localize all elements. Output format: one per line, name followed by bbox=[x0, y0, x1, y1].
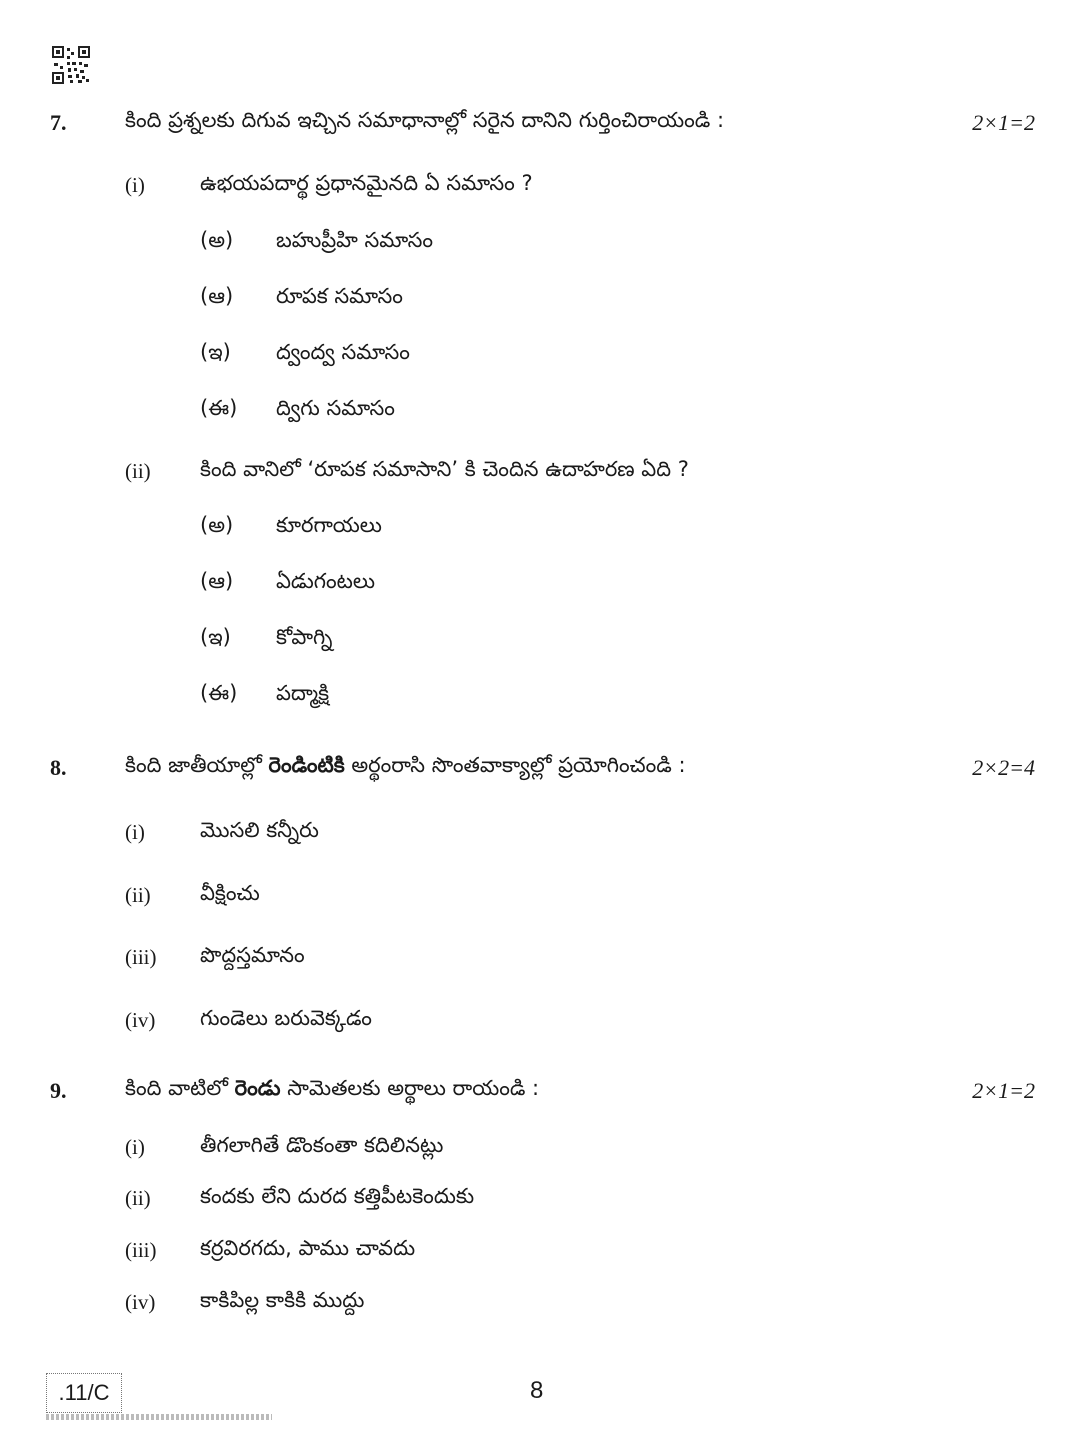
question-8-text bbox=[125, 753, 686, 783]
paper-code: .11/C bbox=[46, 1373, 122, 1413]
question-9-text-start: కింది వాటిలో bbox=[125, 1076, 235, 1100]
q8-item-iii-label: (iii) bbox=[125, 945, 157, 969]
q7-i-option-c-label: (ఇ) bbox=[200, 340, 231, 364]
q7-i-option-a-text: బహుప్రీహి సమాసం bbox=[276, 228, 433, 252]
q7-i-option-c-text: ద్వంద్వ సమాసం bbox=[276, 340, 410, 364]
q9-item-iv-text: కాకిపిల్ల కాకికి ముద్దు bbox=[200, 1288, 365, 1312]
q9-item-ii-text: కందకు లేని దురద కత్తిపీటకెందుకు bbox=[200, 1184, 475, 1208]
question-8-text-end: అర్థంరాసి సొంతవాక్యాల్లో ప్రయోగించండి : bbox=[344, 753, 686, 777]
q7-ii-option-a-label: (అ) bbox=[200, 513, 234, 537]
question-number-9: 9. bbox=[50, 1078, 67, 1103]
q8-item-ii-text: వీక్షించు bbox=[200, 881, 260, 905]
question-9-text bbox=[125, 1076, 539, 1106]
q9-item-i-text: తీగలాగితే డొంకంతా కదిలినట్లు bbox=[200, 1133, 444, 1157]
q8-item-i-text: మొసలి కన్నీరు bbox=[200, 818, 319, 842]
q7-i-option-a-label: (అ) bbox=[200, 228, 234, 252]
page-number: 8 bbox=[530, 1377, 544, 1404]
barcode-strip bbox=[46, 1414, 272, 1420]
q7-sub-ii-label: (ii) bbox=[125, 459, 151, 483]
question-number-8: 8. bbox=[50, 755, 67, 780]
q7-ii-option-c-text: కోపాగ్ని bbox=[276, 625, 333, 649]
q7-sub-i-text: ఉభయపదార్థ ప్రధానమైనది ఏ సమాసం ? bbox=[200, 171, 533, 195]
q7-ii-option-a-text: కూరగాయలు bbox=[276, 513, 382, 537]
q8-item-i-label: (i) bbox=[125, 820, 145, 844]
question-number-7: 7. bbox=[50, 110, 67, 135]
question-7-text: కింది ప్రశ్నలకు దిగువ ఇచ్చిన సమాధానాల్లో సరైన దానిని గుర్తించిరాయండి : bbox=[125, 108, 725, 132]
q8-item-iv-text: గుండెలు బరువెక్కడం bbox=[200, 1006, 372, 1030]
question-8-text-bold: రెండింటికి bbox=[268, 753, 345, 777]
qr-code-icon bbox=[52, 46, 90, 84]
question-8-text-start: కింది జాతీయాల్లో bbox=[125, 753, 269, 777]
q7-ii-option-c-label: (ఇ) bbox=[200, 625, 231, 649]
question-9-text-bold: రెండు bbox=[234, 1076, 281, 1100]
q8-item-iii-text: పొద్దస్తమానం bbox=[200, 943, 305, 967]
question-7-marks: 2×1=2 bbox=[972, 110, 1035, 135]
q9-item-iv-label: (iv) bbox=[125, 1290, 156, 1314]
q9-item-ii-label: (ii) bbox=[125, 1186, 151, 1210]
q7-ii-option-d-label: (ఈ) bbox=[200, 681, 238, 705]
question-8-marks: 2×2=4 bbox=[972, 755, 1035, 780]
q7-sub-i-label: (i) bbox=[125, 173, 145, 197]
q7-sub-ii-text: కింది వానిలో ‘రూపక సమాసాని’ కి చెందిన ఉదాహరణ ఏది ? bbox=[200, 457, 689, 481]
q7-i-option-d-label: (ఈ) bbox=[200, 396, 238, 420]
q9-item-iii-text: కర్రవిరగదు, పాము చావదు bbox=[200, 1236, 416, 1260]
q7-i-option-b-text: రూపక సమాసం bbox=[276, 284, 403, 308]
q7-i-option-d-text: ద్విగు సమాసం bbox=[276, 396, 395, 420]
q8-item-ii-label: (ii) bbox=[125, 883, 151, 907]
q7-ii-option-d-text: పద్మాక్షి bbox=[276, 681, 330, 705]
q9-item-i-label: (i) bbox=[125, 1135, 145, 1159]
q7-ii-option-b-label: (ఆ) bbox=[200, 569, 234, 593]
q9-item-iii-label: (iii) bbox=[125, 1238, 157, 1262]
q8-item-iv-label: (iv) bbox=[125, 1008, 156, 1032]
q7-ii-option-b-text: ఏడుగంటలు bbox=[276, 569, 375, 593]
q7-i-option-b-label: (ఆ) bbox=[200, 284, 234, 308]
question-9-marks: 2×1=2 bbox=[972, 1078, 1035, 1103]
question-9-text-end: సామెతలకు అర్థాలు రాయండి : bbox=[280, 1076, 540, 1100]
